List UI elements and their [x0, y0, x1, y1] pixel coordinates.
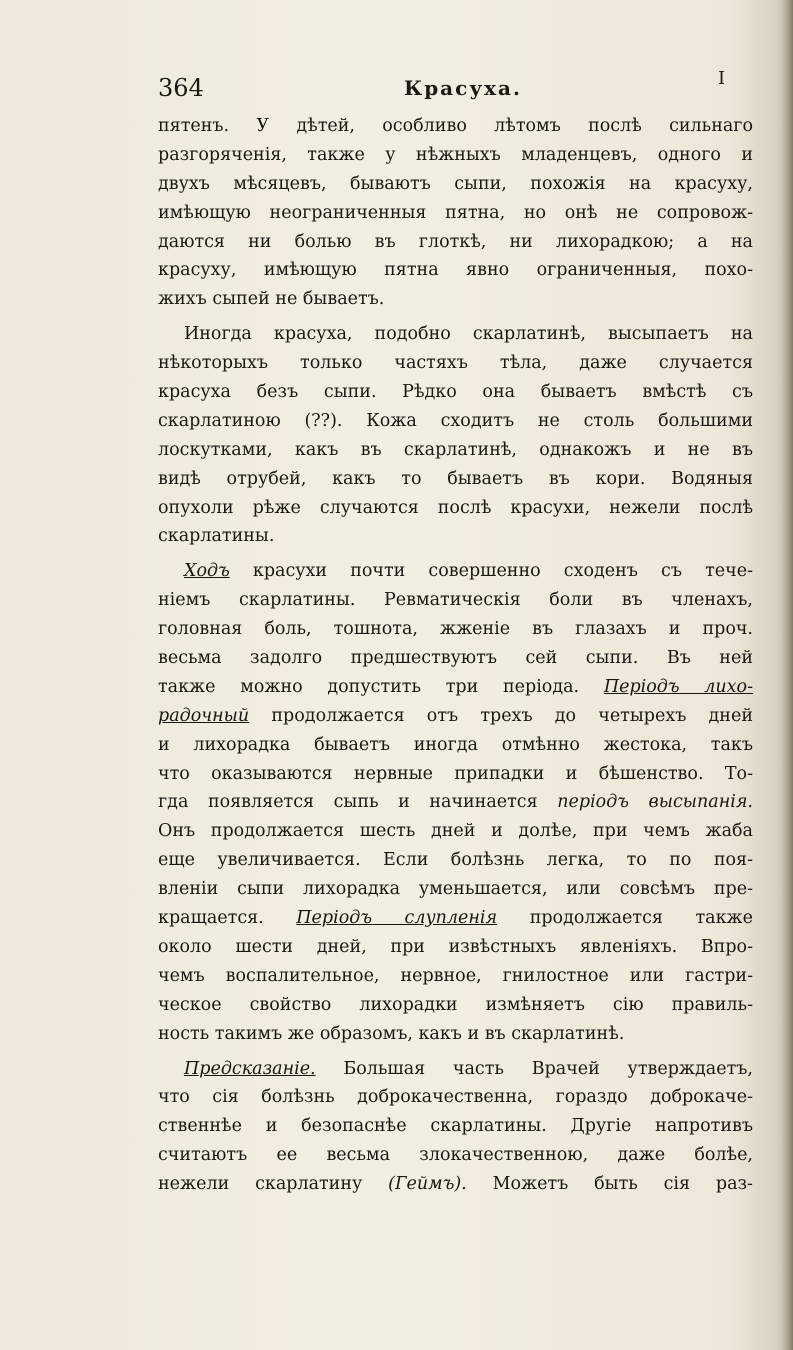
page-number: 364 — [158, 74, 204, 102]
text-line: красуха безъ сыпи. Рѣдко она бываетъ вмѣстѣ съ — [158, 382, 753, 403]
text-line: ніемъ скарлатины. Ревматическія боли въ членахъ, — [158, 590, 753, 611]
text-line: Иногда красуха, подобно скарлатинѣ, высыпаетъ на — [184, 324, 753, 345]
text-line: опухоли рѣже случаются послѣ красухи, нежели послѣ — [158, 497, 753, 518]
text-line: весьма задолго предшествуютъ сей сыпи. Въ ней — [158, 648, 753, 669]
text-line: что сія болѣзнь доброкачественна, гораздо доброкаче- — [158, 1087, 753, 1108]
italic-term: Періодъ лихо- — [603, 676, 753, 697]
italic-term: радочный — [158, 705, 250, 726]
italic-term: Періодъ слупленія — [296, 908, 498, 929]
text-line-mixed: гда появляется сыпь и начинается періодъ высыпанія. — [158, 792, 753, 813]
italic-term: Предсказаніе. — [184, 1058, 316, 1079]
italic-term: періодъ высыпанія. — [557, 792, 753, 813]
text-line: красуху, имѣющую пятна явно ограниченныя, похо- — [158, 260, 753, 281]
text-line: что оказываются нервные припадки и бѣшенство. То- — [158, 763, 753, 784]
text-line: нѣкоторыхъ только частяхъ тѣла, даже случается — [158, 353, 753, 374]
page-header — [158, 68, 748, 110]
italic-term: Ходъ — [184, 561, 230, 582]
text-line-mixed: радочный продолжается отъ трехъ до четырехъ дней — [158, 705, 753, 726]
page-edge-shadow — [781, 0, 793, 1350]
text-line-mixed: нежели скарлатину (Геймъ). Можетъ быть сія раз- — [158, 1174, 753, 1195]
text-line: и лихорадка бываетъ иногда отмѣнно жестока, такъ — [158, 734, 753, 755]
text-line: лоскутками, какъ въ скарлатинѣ, однакожъ и не въ — [158, 439, 753, 460]
text-line-mixed: также можно допустить три періода. Періодъ лихо- — [158, 676, 753, 697]
text-line: скарлатиною (??). Кожа сходитъ не столь большими — [158, 410, 753, 431]
body-text — [158, 112, 753, 1199]
text-line: видѣ отрубей, какъ то бываетъ въ кори. Водяныя — [158, 468, 753, 489]
text-line: скарлатины. — [158, 526, 275, 547]
text-line: двухъ мѣсяцевъ, бываютъ сыпи, похожія на красуху, — [158, 173, 753, 194]
text-line-mixed: Ходъ красухи почти совершенно сходенъ съ тече- — [184, 561, 753, 582]
text-line: ность такимъ же образомъ, какъ и въ скарлатинѣ. — [158, 1023, 625, 1044]
text-line: пятенъ. У дѣтей, особливо лѣтомъ послѣ сильнаго — [158, 116, 753, 136]
text-line: еще увеличивается. Если болѣзнь легка, то по поя- — [158, 850, 753, 871]
text-line: головная боль, тошнота, жженіе въ глазахъ и проч. — [158, 619, 753, 640]
text-line: имѣющую неограниченныя пятна, но онѣ не сопровож- — [158, 202, 753, 223]
margin-mark: I — [718, 68, 726, 89]
text-line: ственнѣе и безопаснѣе скарлатины. Другіе напротивъ — [158, 1116, 753, 1137]
text-line: Онъ продолжается шесть дней и долѣе, при чемъ жаба — [158, 821, 753, 842]
italic-term: (Геймъ). — [388, 1174, 467, 1195]
text-line: чемъ воспалительное, нервное, гнилостное или гастри- — [158, 965, 753, 986]
text-line: жихъ сыпей не бываетъ. — [158, 289, 385, 310]
text-line: ческое свойство лихорадки измѣняетъ сію правиль- — [158, 994, 753, 1015]
text-line: считаютъ ее весьма злокачественною, даже болѣе, — [158, 1145, 753, 1166]
text-line: вленіи сыпи лихорадка уменьшается, или совсѣмъ пре- — [158, 879, 753, 900]
running-title: Красуха. — [404, 76, 522, 100]
text-line: разгорячeнія, также у нѣжныхъ младенцевъ, одного и — [158, 144, 753, 165]
text-line: даются ни болью въ глоткѣ, ни лихорадкою; а на — [158, 231, 753, 252]
text-line-mixed: кращается. Періодъ слупленія продолжается также — [158, 908, 753, 929]
text-line: около шести дней, при извѣстныхъ явленіяхъ. Впро- — [158, 936, 753, 957]
text-line-mixed: Предсказаніе. Большая часть Врачей утверждаетъ, — [184, 1058, 753, 1079]
